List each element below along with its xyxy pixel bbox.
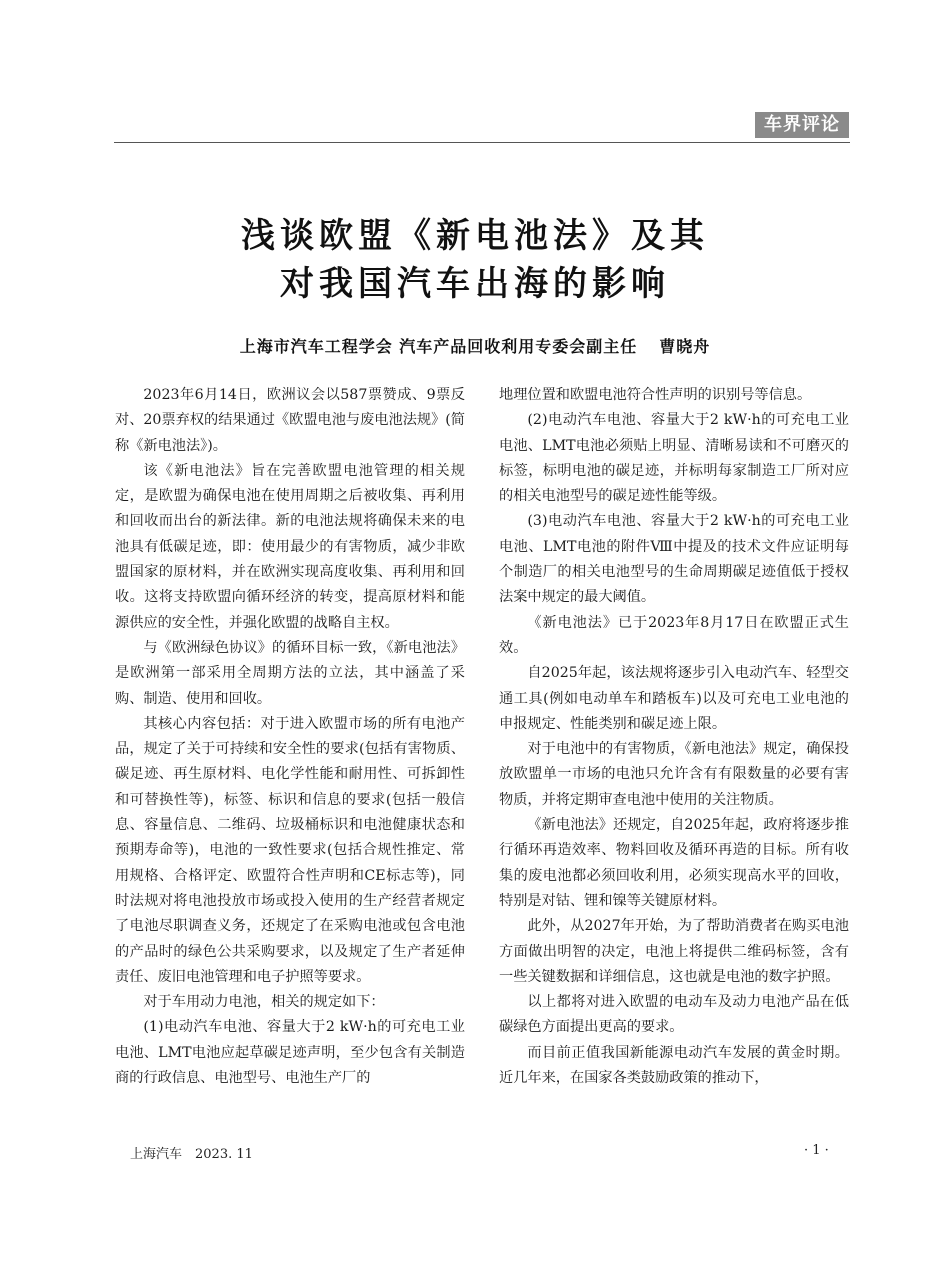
paragraph: 此外，从2027年开始，为了帮助消费者在购买电池方面做出明智的决定，电池上将提供二维码标签，含有一些关键数据和详细信息，这也就是电池的数字护照。 bbox=[499, 918, 849, 985]
footer-page-number: · 1 · bbox=[804, 1143, 829, 1158]
section-tag: 车界评论 bbox=[755, 112, 849, 138]
author-name: 曹晓舟 bbox=[659, 337, 711, 356]
paragraph: 其核心内容包括：对于进入欧盟市场的所有电池产品，规定了关于可持续和安全性的要求(包括有害物质、碳足迹、再生原材料、电化学性能和耐用性、可拆卸性和可替换性等)，标签、标识和信息的要求(包括一般信息、容量信息、二维码、垃圾桶标识和电池健康状态和预期寿命等)，电池的一致性要求(包括合规性推定、常用规格、合格评定、欧盟符合性声明和CE标志等)，同时法规对将电池投放市场或投入使用的生产经营者规定了电池尽职调查义务，还规定了在采购电池或包含电池的产品时的绿色公共采购要求，以及规定了生产者延伸责任、废旧电池管理和电子护照等要求。 bbox=[115, 715, 465, 985]
title-line-1: 浅谈欧盟《新电池法》及其 bbox=[241, 216, 709, 256]
paragraph: 对于电池中的有害物质，《新电池法》规定，确保投放欧盟单一市场的电池只允许含有有限数量的必要有害物质，并将定期审查电池中使用的关注物质。 bbox=[499, 741, 849, 808]
header-rule bbox=[114, 142, 850, 143]
paragraph: (3)电动汽车电池、容量大于2 kW·h的可充电工业电池、LMT电池的附件Ⅷ中提及的技术文件应证明每个制造厂的相关电池型号的生命周期碳足迹值低于授权法案中规定的最大阈值。 bbox=[499, 513, 849, 606]
author-affiliation: 上海市汽车工程学会 汽车产品回收利用专委会副主任 bbox=[239, 337, 638, 356]
paragraph: 与《欧洲绿色协议》的循环目标一致，《新电池法》是欧洲第一部采用全周期方法的立法，其中涵盖了采购、制造、使用和回收。 bbox=[115, 639, 465, 707]
left-column bbox=[115, 383, 465, 1091]
paragraph: 《新电池法》已于2023年8月17日在欧盟正式生效。 bbox=[499, 614, 849, 656]
paragraph: 自2025年起，该法规将逐步引入电动汽车、轻型交通工具(例如电动单车和踏板车)以及可充电工业电池的申报规定、性能类别和碳足迹上限。 bbox=[499, 665, 849, 732]
paragraph: 该《新电池法》旨在完善欧盟电池管理的相关规定，是欧盟为确保电池在使用周期之后被收集、再利用和回收而出台的新法律。新的电池法规将确保未来的电池具有低碳足迹，即：使用最少的有害物质，减少非欧盟国家的原材料，并在欧洲实现高度收集、再利用和回收。这将支持欧盟向循环经济的转变，提高原材料和能源供应的安全性，并强化欧盟的战略自主权。 bbox=[115, 462, 465, 631]
paragraph: 对于车用动力电池，相关的规定如下： bbox=[143, 994, 385, 1011]
footer-journal: 上海汽车 2023. 11 bbox=[130, 1147, 253, 1162]
paragraph: 地理位置和欧盟电池符合性声明的识别号等信息。 bbox=[499, 387, 812, 403]
right-column bbox=[499, 383, 849, 1091]
title-line-2: 对我国汽车出海的影响 bbox=[280, 264, 670, 304]
article-title bbox=[0, 212, 950, 308]
paragraph: 以上都将对进入欧盟的电动车及动力电池产品在低碳绿色方面提出更高的要求。 bbox=[499, 994, 849, 1036]
paragraph: (2)电动汽车电池、容量大于2 kW·h的可充电工业电池、LMT电池必须贴上明显、清晰易读和不可磨灭的标签，标明电池的碳足迹，并标明每家制造工厂所对应的相关电池型号的碳足迹性能等级。 bbox=[499, 412, 849, 505]
paragraph: (1)电动汽车电池、容量大于2 kW·h的可充电工业电池、LMT电池应起草碳足迹声明，至少包含有关制造商的行政信息、电池型号、电池生产厂的 bbox=[115, 1019, 465, 1087]
author-line bbox=[0, 336, 950, 358]
paragraph: 2023年6月14日，欧洲议会以587票赞成、9票反对、20票弃权的结果通过《欧盟电池与废电池法规》(简称《新电池法》)。 bbox=[115, 387, 465, 454]
paragraph: 《新电池法》还规定，自2025年起，政府将逐步推行循环再造效率、物料回收及循环再造的目标。所有收集的废电池都必须回收利用，必须实现高水平的回收，特别是对钴、锂和镍等关键原材料。 bbox=[499, 817, 849, 909]
paragraph: 而目前正值我国新能源电动汽车发展的黄金时期。近几年来，在国家各类鼓励政策的推动下， bbox=[499, 1044, 849, 1087]
